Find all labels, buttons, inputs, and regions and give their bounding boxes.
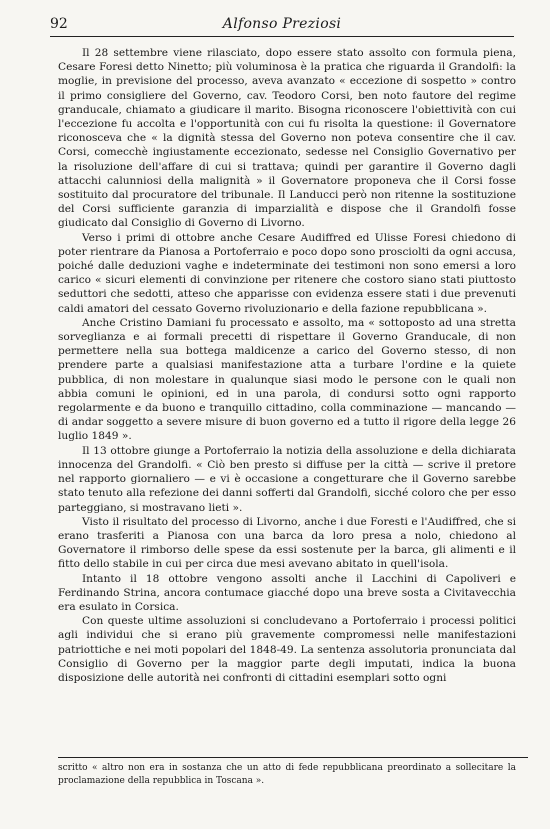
paragraph: Il 13 ottobre giunge a Portoferraio la notizia della assoluzione e della dichiarata innocenza del Grandolfi. « Ciò ben presto si diffuse per la città — scrive il pretore nel rapporto giornaliero — e vi è occasione a congetturare che il Governo sarebbe stato tenuto alla refezione dei danni sofferti dal Grandolfi, sicché coloro che per esso parteggiano, si mostravano lieti ».: [58, 444, 516, 514]
header-rule: [50, 36, 514, 37]
body-text: [58, 46, 516, 685]
paragraph: Anche Cristino Damiani fu processato e assolto, ma « sottoposto ad una stretta sorveglianza e ai formali precetti di rispettare il Governo Granducale, di non permettere nella sua bottega maldicenze a carico del Governo stesso, di non prendere parte a qualsiasi manifestazione atta a turbare l'ordine e la quiete pubblica, di non molestare in qualunque siasi modo le persone con le quali non abbia comuni le opinioni, ed in una parola, di condursi sotto ogni rapporto regolarmente e da buono e tranquillo cittadino, colla comminazione — mancando — di andar soggetto a severe misure di buon governo ed a tutto il rigore della legge 26 luglio 1849 ».: [58, 316, 516, 443]
running-title: Alfonso Preziosi: [222, 16, 342, 32]
paragraph: Verso i primi di ottobre anche Cesare Audiffred ed Ulisse Foresi chiedono di poter rientrare da Pianosa a Portoferraio e poco dopo sono prosciolti da ogni accusa, poiché dalle deduzioni vaghe e indeterminate dei testimoni non sono emersi a loro carico « sicuri elementi di convinzione per ritenere che costoro siano stati piuttosto seduttori che sedotti, atteso che apparisse con evidenza essere stati i due prevenuti caldi amatori del cessato Governo rivoluzionario e della fazione repubblicana ».: [58, 231, 516, 315]
footnote: scritto « altro non era in sostanza che un atto di fede repubblicana preordinato a sollecitare la proclamazione della repubblica in Toscana ».: [58, 763, 516, 786]
paragraph: Il 28 settembre viene rilasciato, dopo essere stato assolto con formula piena, Cesare Foresi detto Ninetto; più voluminosa è la pratica che riguarda il Grandolfi: la moglie, in previsione del processo, aveva avanzato « eccezione di sospetto » contro il primo consigliere del Governo, cav. Teodoro Corsi, ben noto fautore del regime granducale, chiamato a giudicare il marito. Bisogna riconoscere l'obiettività con cui l'eccezione fu accolta e l'opportunità con cui fu risolta la questione: il Governatore riconosceva che « la dignità stessa del Governo non poteva consentire che il cav. Corsi, comecchè ingiustamente eccezionato, sedesse nel Consiglio Governativo per la risoluzione dell'affare di cui si trattava; quindi per garantire il Governo dagli attacchi calunniosi della malignità » il Governatore proponeva che il Corsi fosse sostituito dal procuratore del tribunale. Il Landucci però non ritenne la sostituzione del Corsi sufficiente garanzia di imparzialità e dispose che il Grandolfi fosse giudicato dal Consiglio di Governo di Livorno.: [58, 47, 516, 230]
footnote-rule: [58, 757, 528, 758]
page-number: 92: [50, 16, 68, 32]
paragraph: Visto il risultato del processo di Livorno, anche i due Foresti e l'Audiffred, che si erano trasferiti a Pianosa con una barca da loro presa a nolo, chiedono al Governatore il rimborso delle spese da essi sostenute per la barca, gli alimenti e il fitto dello stabile in cui per circa due mesi avevano abitato in quell'isola.: [58, 515, 516, 571]
paragraph: Con queste ultime assoluzioni si concludevano a Portoferraio i processi politici agli individui che si erano più gravemente compromessi nelle manifestazioni patriottiche e nei moti popolari del 1848-49. La sentenza assolutoria pronunciata dal Consiglio di Governo per la maggior parte degli imputati, indica la buona disposizione delle autorità nei confronti di cittadini esemplari sotto ogni: [58, 615, 516, 684]
page-header: [50, 10, 514, 38]
paragraph: Intanto il 18 ottobre vengono assolti anche il Lacchini di Capoliveri e Ferdinando Strina, ancora contumace giacché dopo una breve sosta a Civitavecchia era esulato in Corsica.: [58, 572, 516, 613]
